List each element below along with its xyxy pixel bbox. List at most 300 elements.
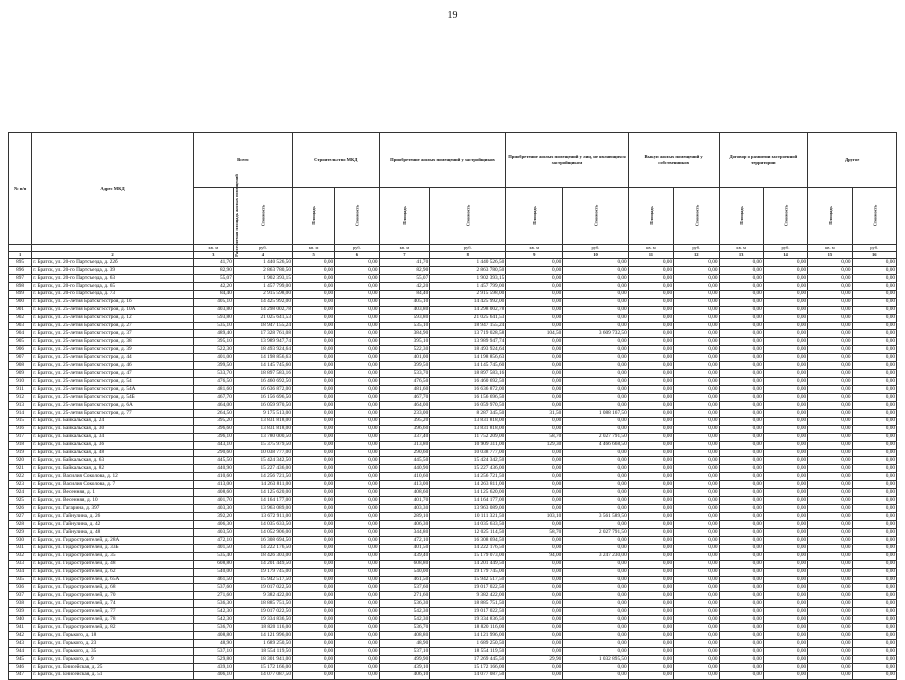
table-row xyxy=(9,481,897,489)
header-sub-cost-text: Стоимость xyxy=(592,204,598,226)
value-cell: 467,70 xyxy=(193,393,233,401)
header-sub-area-text: Площадь xyxy=(648,205,654,225)
value-cell: 13 989 947,74 xyxy=(430,338,506,346)
value-cell: 0,00 xyxy=(335,663,379,671)
address-cell: г. Братск, ул. 25-летия Братскгэсстроя, д. 37 xyxy=(32,330,194,338)
value-cell: 443,10 xyxy=(193,441,233,449)
address-cell: г. Братск, ул. Гайнулина, д. 48 xyxy=(32,528,194,536)
value-cell: 290,60 xyxy=(193,449,233,457)
value-cell: 0,00 xyxy=(719,632,763,640)
value-cell: 0,00 xyxy=(292,417,334,425)
value-cell: 0,00 xyxy=(674,409,719,417)
value-cell: 413,00 xyxy=(193,481,233,489)
address-cell: г. Братск, ул. 25-летия Братскгэсстроя, д. 12 xyxy=(32,314,194,322)
value-cell: 0,00 xyxy=(719,370,763,378)
value-cell: 399,50 xyxy=(193,362,233,370)
value-cell: 12 025 114,50 xyxy=(430,528,506,536)
row-number-cell: 917 xyxy=(9,433,32,441)
row-number-cell: 918 xyxy=(9,441,32,449)
value-cell: 540,00 xyxy=(193,568,233,576)
value-cell: 0,00 xyxy=(506,378,563,386)
value-cell: 0,00 xyxy=(563,520,628,528)
value-cell: 0,00 xyxy=(674,449,719,457)
value-cell: 0,00 xyxy=(292,624,334,632)
value-cell: 0,00 xyxy=(719,322,763,330)
column-number-cell: 9 xyxy=(506,252,563,259)
value-cell: 0,00 xyxy=(808,616,852,624)
value-cell: 537,60 xyxy=(379,584,430,592)
value-cell: 0,00 xyxy=(852,322,896,330)
row-number-cell: 929 xyxy=(9,528,32,536)
value-cell: 0,00 xyxy=(506,632,563,640)
value-cell: 0,00 xyxy=(808,513,852,521)
value-cell: 0,00 xyxy=(808,568,852,576)
value-cell: 0,00 xyxy=(563,624,628,632)
value-cell: 0,00 xyxy=(335,560,379,568)
value-cell: 13 672 911,00 xyxy=(233,513,292,521)
value-cell: 0,00 xyxy=(628,647,673,655)
value-cell: 0,00 xyxy=(852,282,896,290)
value-cell: 14 263 811,00 xyxy=(233,481,292,489)
value-cell: 542,30 xyxy=(379,608,430,616)
value-cell: 476,50 xyxy=(193,378,233,386)
value-cell: 0,00 xyxy=(628,584,673,592)
table-row xyxy=(9,520,897,528)
value-cell: 0,00 xyxy=(763,386,807,394)
value-cell: 0,00 xyxy=(506,425,563,433)
value-cell: 533,70 xyxy=(193,370,233,378)
value-cell: 16 460 692,50 xyxy=(233,378,292,386)
unit-cell: кв. м xyxy=(379,245,430,252)
value-cell: 0,00 xyxy=(674,378,719,386)
value-cell: 401,00 xyxy=(379,354,430,362)
value-cell: 396,60 xyxy=(379,425,430,433)
table-row xyxy=(9,663,897,671)
value-cell: 0,00 xyxy=(563,346,628,354)
value-cell: 289,10 xyxy=(379,513,430,521)
address-cell: г. Братск, ул. Гидростроителей, д. 28А xyxy=(32,536,194,544)
value-cell: 0,00 xyxy=(719,671,763,679)
address-cell: г. Братск, ул. 25-летия Братскгэсстроя, д. 54Б xyxy=(32,393,194,401)
value-cell: 461,50 xyxy=(193,576,233,584)
value-cell: 233,00 xyxy=(379,409,430,417)
value-cell: 0,00 xyxy=(335,600,379,608)
header-sub-area xyxy=(628,188,673,245)
value-cell: 0,00 xyxy=(292,616,334,624)
value-cell: 0,00 xyxy=(808,370,852,378)
value-cell: 0,00 xyxy=(628,505,673,513)
value-cell: 0,00 xyxy=(808,259,852,267)
units-row xyxy=(9,245,897,252)
value-cell: 2 027 791,50 xyxy=(563,433,628,441)
value-cell: 0,00 xyxy=(292,409,334,417)
value-cell: 395,10 xyxy=(193,338,233,346)
value-cell: 0,00 xyxy=(563,354,628,362)
value-cell: 0,00 xyxy=(292,322,334,330)
value-cell: 41,70 xyxy=(193,259,233,267)
address-cell: г. Братск, ул. 25-летия Братскгэсстроя, д. 38 xyxy=(32,338,194,346)
value-cell: 0,00 xyxy=(563,536,628,544)
value-cell: 0,00 xyxy=(808,433,852,441)
value-cell: 31,50 xyxy=(506,409,563,417)
table-row xyxy=(9,592,897,600)
row-number-cell: 902 xyxy=(9,314,32,322)
value-cell: 0,00 xyxy=(335,274,379,282)
value-cell: 2 863 780,50 xyxy=(430,266,506,274)
value-cell: 396,10 xyxy=(193,433,233,441)
value-cell: 0,00 xyxy=(563,481,628,489)
value-cell: 0,00 xyxy=(506,647,563,655)
value-cell: 0,00 xyxy=(335,544,379,552)
value-cell: 0,00 xyxy=(808,647,852,655)
row-number-cell: 916 xyxy=(9,425,32,433)
table-row xyxy=(9,393,897,401)
value-cell: 0,00 xyxy=(628,481,673,489)
address-cell: г. Братск, ул. 25-летия Братскгэсстроя, д. 6А xyxy=(32,401,194,409)
value-cell: 4 466 668,50 xyxy=(563,441,628,449)
value-cell: 0,00 xyxy=(292,346,334,354)
value-cell: 0,00 xyxy=(852,362,896,370)
address-cell: г. Братск, ул. 20-го Партсъезда, д. 65 xyxy=(32,282,194,290)
value-cell: 0,00 xyxy=(628,671,673,679)
table-row xyxy=(9,671,897,679)
value-cell: 19 179 745,00 xyxy=(430,568,506,576)
value-cell: 0,00 xyxy=(335,513,379,521)
value-cell: 0,00 xyxy=(808,386,852,394)
row-number-cell: 923 xyxy=(9,481,32,489)
header-sub-area-text: Площадь xyxy=(401,205,407,225)
table-row xyxy=(9,584,897,592)
table-row xyxy=(9,616,897,624)
value-cell: 0,00 xyxy=(719,520,763,528)
value-cell: 401,70 xyxy=(193,497,233,505)
header-sub-area xyxy=(379,188,430,245)
value-cell: 13 719 028,58 xyxy=(430,330,506,338)
value-cell: 0,00 xyxy=(808,393,852,401)
value-cell: 0,00 xyxy=(852,346,896,354)
value-cell: 0,00 xyxy=(719,647,763,655)
value-cell: 58,70 xyxy=(506,433,563,441)
value-cell: 0,00 xyxy=(763,298,807,306)
value-cell: 0,00 xyxy=(628,600,673,608)
value-cell: 0,00 xyxy=(719,544,763,552)
value-cell: 593,80 xyxy=(379,314,430,322)
value-cell: 29,90 xyxy=(506,655,563,663)
value-cell: 406,10 xyxy=(379,671,430,679)
value-cell: 18 885 751,50 xyxy=(430,600,506,608)
value-cell: 0,00 xyxy=(852,505,896,513)
value-cell: 0,00 xyxy=(852,528,896,536)
value-cell: 0,00 xyxy=(852,393,896,401)
header-sub-area-text: Площадь xyxy=(531,205,537,225)
value-cell: 0,00 xyxy=(808,552,852,560)
value-cell: 439,40 xyxy=(379,552,430,560)
value-cell: 0,00 xyxy=(719,584,763,592)
table-row xyxy=(9,409,897,417)
value-cell: 0,00 xyxy=(674,624,719,632)
column-number-cell: 10 xyxy=(563,252,628,259)
table-row xyxy=(9,560,897,568)
column-number-cell: 4 xyxy=(233,252,292,259)
value-cell: 0,00 xyxy=(628,608,673,616)
value-cell: 0,00 xyxy=(292,274,334,282)
row-number-cell: 946 xyxy=(9,663,32,671)
unit-cell: кв. м xyxy=(506,245,563,252)
table-row xyxy=(9,322,897,330)
unit-cell-blank xyxy=(32,245,194,252)
value-cell: 0,00 xyxy=(763,457,807,465)
value-cell: 14 198 856,63 xyxy=(430,354,506,362)
value-cell: 489,40 xyxy=(193,330,233,338)
header-sub-cost-text: Стоимость xyxy=(260,204,266,226)
table-row xyxy=(9,433,897,441)
value-cell: 0,00 xyxy=(628,544,673,552)
value-cell: 0,00 xyxy=(674,433,719,441)
value-cell: 0,00 xyxy=(763,600,807,608)
row-number-cell: 926 xyxy=(9,505,32,513)
value-cell: 19 017 022,50 xyxy=(430,584,506,592)
value-cell: 10 111 321,50 xyxy=(430,513,506,521)
address-cell: г. Братск, ул. 20-го Партсъезда, д. 22б xyxy=(32,259,194,267)
value-cell: 41,70 xyxy=(379,259,430,267)
value-cell: 535,10 xyxy=(193,322,233,330)
value-cell: 13 831 818,00 xyxy=(430,417,506,425)
unit-cell: руб. xyxy=(563,245,628,252)
value-cell: 542,30 xyxy=(379,616,430,624)
value-cell: 0,00 xyxy=(674,632,719,640)
value-cell: 0,00 xyxy=(292,608,334,616)
column-number-cell: 1 xyxy=(9,252,32,259)
value-cell: 0,00 xyxy=(506,544,563,552)
value-cell: 536,70 xyxy=(193,624,233,632)
value-cell: 0,00 xyxy=(563,282,628,290)
unit-cell: кв. м xyxy=(808,245,852,252)
address-cell: г. Братск, ул. Горького, д. 23 xyxy=(32,640,194,648)
value-cell: 0,00 xyxy=(506,298,563,306)
column-number-cell: 3 xyxy=(193,252,233,259)
value-cell: 0,00 xyxy=(563,417,628,425)
value-cell: 14 121 996,00 xyxy=(233,632,292,640)
value-cell: 0,00 xyxy=(335,338,379,346)
value-cell: 0,00 xyxy=(335,370,379,378)
value-cell: 0,00 xyxy=(719,616,763,624)
table-row xyxy=(9,330,897,338)
value-cell: 0,00 xyxy=(719,449,763,457)
value-cell: 0,00 xyxy=(628,298,673,306)
value-cell: 55,07 xyxy=(379,274,430,282)
value-cell: 0,00 xyxy=(335,259,379,267)
value-cell: 18 493 924,64 xyxy=(233,346,292,354)
value-cell: 0,00 xyxy=(628,528,673,536)
value-cell: 542,30 xyxy=(193,616,233,624)
value-cell: 313,80 xyxy=(379,441,430,449)
value-cell: 0,00 xyxy=(674,647,719,655)
value-cell: 0,00 xyxy=(335,576,379,584)
value-cell: 0,00 xyxy=(719,624,763,632)
value-cell: 0,00 xyxy=(674,306,719,314)
value-cell: 0,00 xyxy=(335,608,379,616)
header-group-construction: Строительство МКД xyxy=(292,133,379,188)
table-row xyxy=(9,417,897,425)
address-cell: г. Братск, ул. Гидростроителей, д. 77 xyxy=(32,608,194,616)
row-number-cell: 928 xyxy=(9,520,32,528)
value-cell: 16 156 696,50 xyxy=(233,393,292,401)
table-row xyxy=(9,465,897,473)
row-number-cell: 943 xyxy=(9,640,32,648)
value-cell: 0,00 xyxy=(719,473,763,481)
value-cell: 0,00 xyxy=(719,600,763,608)
value-cell: 14 125 620,00 xyxy=(233,489,292,497)
value-cell: 0,00 xyxy=(852,298,896,306)
value-cell: 0,00 xyxy=(292,489,334,497)
value-cell: 0,00 xyxy=(628,274,673,282)
value-cell: 0,00 xyxy=(763,536,807,544)
value-cell: 0,00 xyxy=(628,465,673,473)
value-cell: 0,00 xyxy=(674,322,719,330)
value-cell: 0,00 xyxy=(808,409,852,417)
value-cell: 0,00 xyxy=(335,425,379,433)
value-cell: 0,00 xyxy=(506,393,563,401)
header-group-territory: Договор о развитии застроенной территории xyxy=(719,133,808,188)
value-cell: 0,00 xyxy=(628,354,673,362)
value-cell: 0,00 xyxy=(808,584,852,592)
value-cell: 0,00 xyxy=(292,457,334,465)
value-cell: 440,90 xyxy=(379,465,430,473)
value-cell: 0,00 xyxy=(808,322,852,330)
value-cell: 0,00 xyxy=(292,536,334,544)
value-cell: 0,00 xyxy=(292,576,334,584)
address-cell: г. Братск, ул. Байкальская, д. 24 xyxy=(32,417,194,425)
value-cell: 0,00 xyxy=(808,465,852,473)
value-cell: 0,00 xyxy=(335,290,379,298)
table-row xyxy=(9,457,897,465)
value-cell: 0,00 xyxy=(563,266,628,274)
value-cell: 48,90 xyxy=(193,640,233,648)
value-cell: 0,00 xyxy=(674,401,719,409)
address-cell: г. Братск, ул. Гидростроителей, д. 65А xyxy=(32,576,194,584)
value-cell: 18 820 116,00 xyxy=(430,624,506,632)
value-cell: 84,40 xyxy=(379,290,430,298)
value-cell: 0,00 xyxy=(335,592,379,600)
value-cell: 0,00 xyxy=(719,489,763,497)
value-cell: 0,00 xyxy=(628,457,673,465)
value-cell: 2 915 598,00 xyxy=(233,290,292,298)
value-cell: 0,00 xyxy=(719,505,763,513)
value-cell: 0,00 xyxy=(628,409,673,417)
value-cell: 0,00 xyxy=(808,592,852,600)
value-cell: 403,30 xyxy=(193,505,233,513)
address-cell: г. Братск, ул. Байкальская, д. 63 xyxy=(32,457,194,465)
value-cell: 0,00 xyxy=(852,552,896,560)
value-cell: 0,00 xyxy=(292,552,334,560)
value-cell: 0,00 xyxy=(628,473,673,481)
address-cell: г. Братск, ул. 25-летия Братскгэсстроя, д. 54А xyxy=(32,386,194,394)
value-cell: 608,80 xyxy=(379,560,430,568)
value-cell: 0,00 xyxy=(719,409,763,417)
value-cell: 0,00 xyxy=(808,624,852,632)
unit-cell: кв. м xyxy=(628,245,673,252)
row-number-cell: 921 xyxy=(9,465,32,473)
header-group-buyout: Выкуп жилых помещений у собственников xyxy=(628,133,719,188)
column-numbers-row xyxy=(9,252,897,259)
address-cell: г. Братск, ул. Байкальская, д. 48 xyxy=(32,449,194,457)
header-sub-area-text: Площадь xyxy=(311,205,317,225)
value-cell: 0,00 xyxy=(563,584,628,592)
value-cell: 0,00 xyxy=(763,409,807,417)
row-number-cell: 901 xyxy=(9,306,32,314)
value-cell: 0,00 xyxy=(719,298,763,306)
address-cell: г. Братск, ул. Гидростроителей, д. 82 xyxy=(32,624,194,632)
value-cell: 0,00 xyxy=(506,362,563,370)
value-cell: 0,00 xyxy=(628,370,673,378)
value-cell: 14 035 633,50 xyxy=(233,520,292,528)
value-cell: 0,00 xyxy=(674,568,719,576)
value-cell: 522,30 xyxy=(193,346,233,354)
value-cell: 0,00 xyxy=(292,306,334,314)
value-cell: 0,00 xyxy=(852,354,896,362)
value-cell: 0,00 xyxy=(563,465,628,473)
value-cell: 0,00 xyxy=(763,417,807,425)
value-cell: 0,00 xyxy=(628,362,673,370)
value-cell: 0,00 xyxy=(719,401,763,409)
value-cell: 0,00 xyxy=(808,457,852,465)
value-cell: 0,00 xyxy=(563,338,628,346)
value-cell: 0,00 xyxy=(763,520,807,528)
value-cell: 2 915 598,00 xyxy=(430,290,506,298)
row-number-cell: 934 xyxy=(9,568,32,576)
address-cell: г. Братск, ул. 25-летия Братскгэсстроя, д. 47 xyxy=(32,370,194,378)
value-cell: 0,00 xyxy=(292,520,334,528)
value-cell: 406,10 xyxy=(193,671,233,679)
value-cell: 0,00 xyxy=(852,568,896,576)
value-cell: 0,00 xyxy=(563,290,628,298)
column-number-cell: 7 xyxy=(379,252,430,259)
header-group-other: Другое xyxy=(808,133,897,188)
value-cell: 0,00 xyxy=(292,362,334,370)
value-cell: 0,00 xyxy=(763,584,807,592)
value-cell: 0,00 xyxy=(628,322,673,330)
value-cell: 0,00 xyxy=(852,378,896,386)
value-cell: 0,00 xyxy=(674,481,719,489)
table-row xyxy=(9,655,897,663)
header-sub-area xyxy=(506,188,563,245)
value-cell: 0,00 xyxy=(506,497,563,505)
value-cell: 0,00 xyxy=(852,624,896,632)
value-cell: 0,00 xyxy=(763,290,807,298)
address-cell: г. Братск, ул. 25-летия Братскгэсстроя, д. 44 xyxy=(32,354,194,362)
value-cell: 0,00 xyxy=(852,449,896,457)
table-row xyxy=(9,489,897,497)
value-cell: 0,00 xyxy=(763,671,807,679)
value-cell: 16 308 694,50 xyxy=(233,536,292,544)
value-cell: 0,00 xyxy=(674,544,719,552)
value-cell: 0,00 xyxy=(506,560,563,568)
value-cell: 16 059 970,50 xyxy=(430,401,506,409)
resettlement-table-wrapper xyxy=(8,132,897,680)
header-sub-cost-text: Стоимость xyxy=(693,204,699,226)
value-cell: 0,00 xyxy=(628,640,673,648)
table-row xyxy=(9,378,897,386)
row-number-cell: 907 xyxy=(9,354,32,362)
value-cell: 0,00 xyxy=(674,457,719,465)
value-cell: 0,00 xyxy=(628,624,673,632)
value-cell: 9 382 422,00 xyxy=(233,592,292,600)
value-cell: 0,00 xyxy=(335,528,379,536)
header-sub-area xyxy=(292,188,334,245)
value-cell: 0,00 xyxy=(674,330,719,338)
value-cell: 401,50 xyxy=(379,544,430,552)
value-cell: 0,00 xyxy=(335,393,379,401)
